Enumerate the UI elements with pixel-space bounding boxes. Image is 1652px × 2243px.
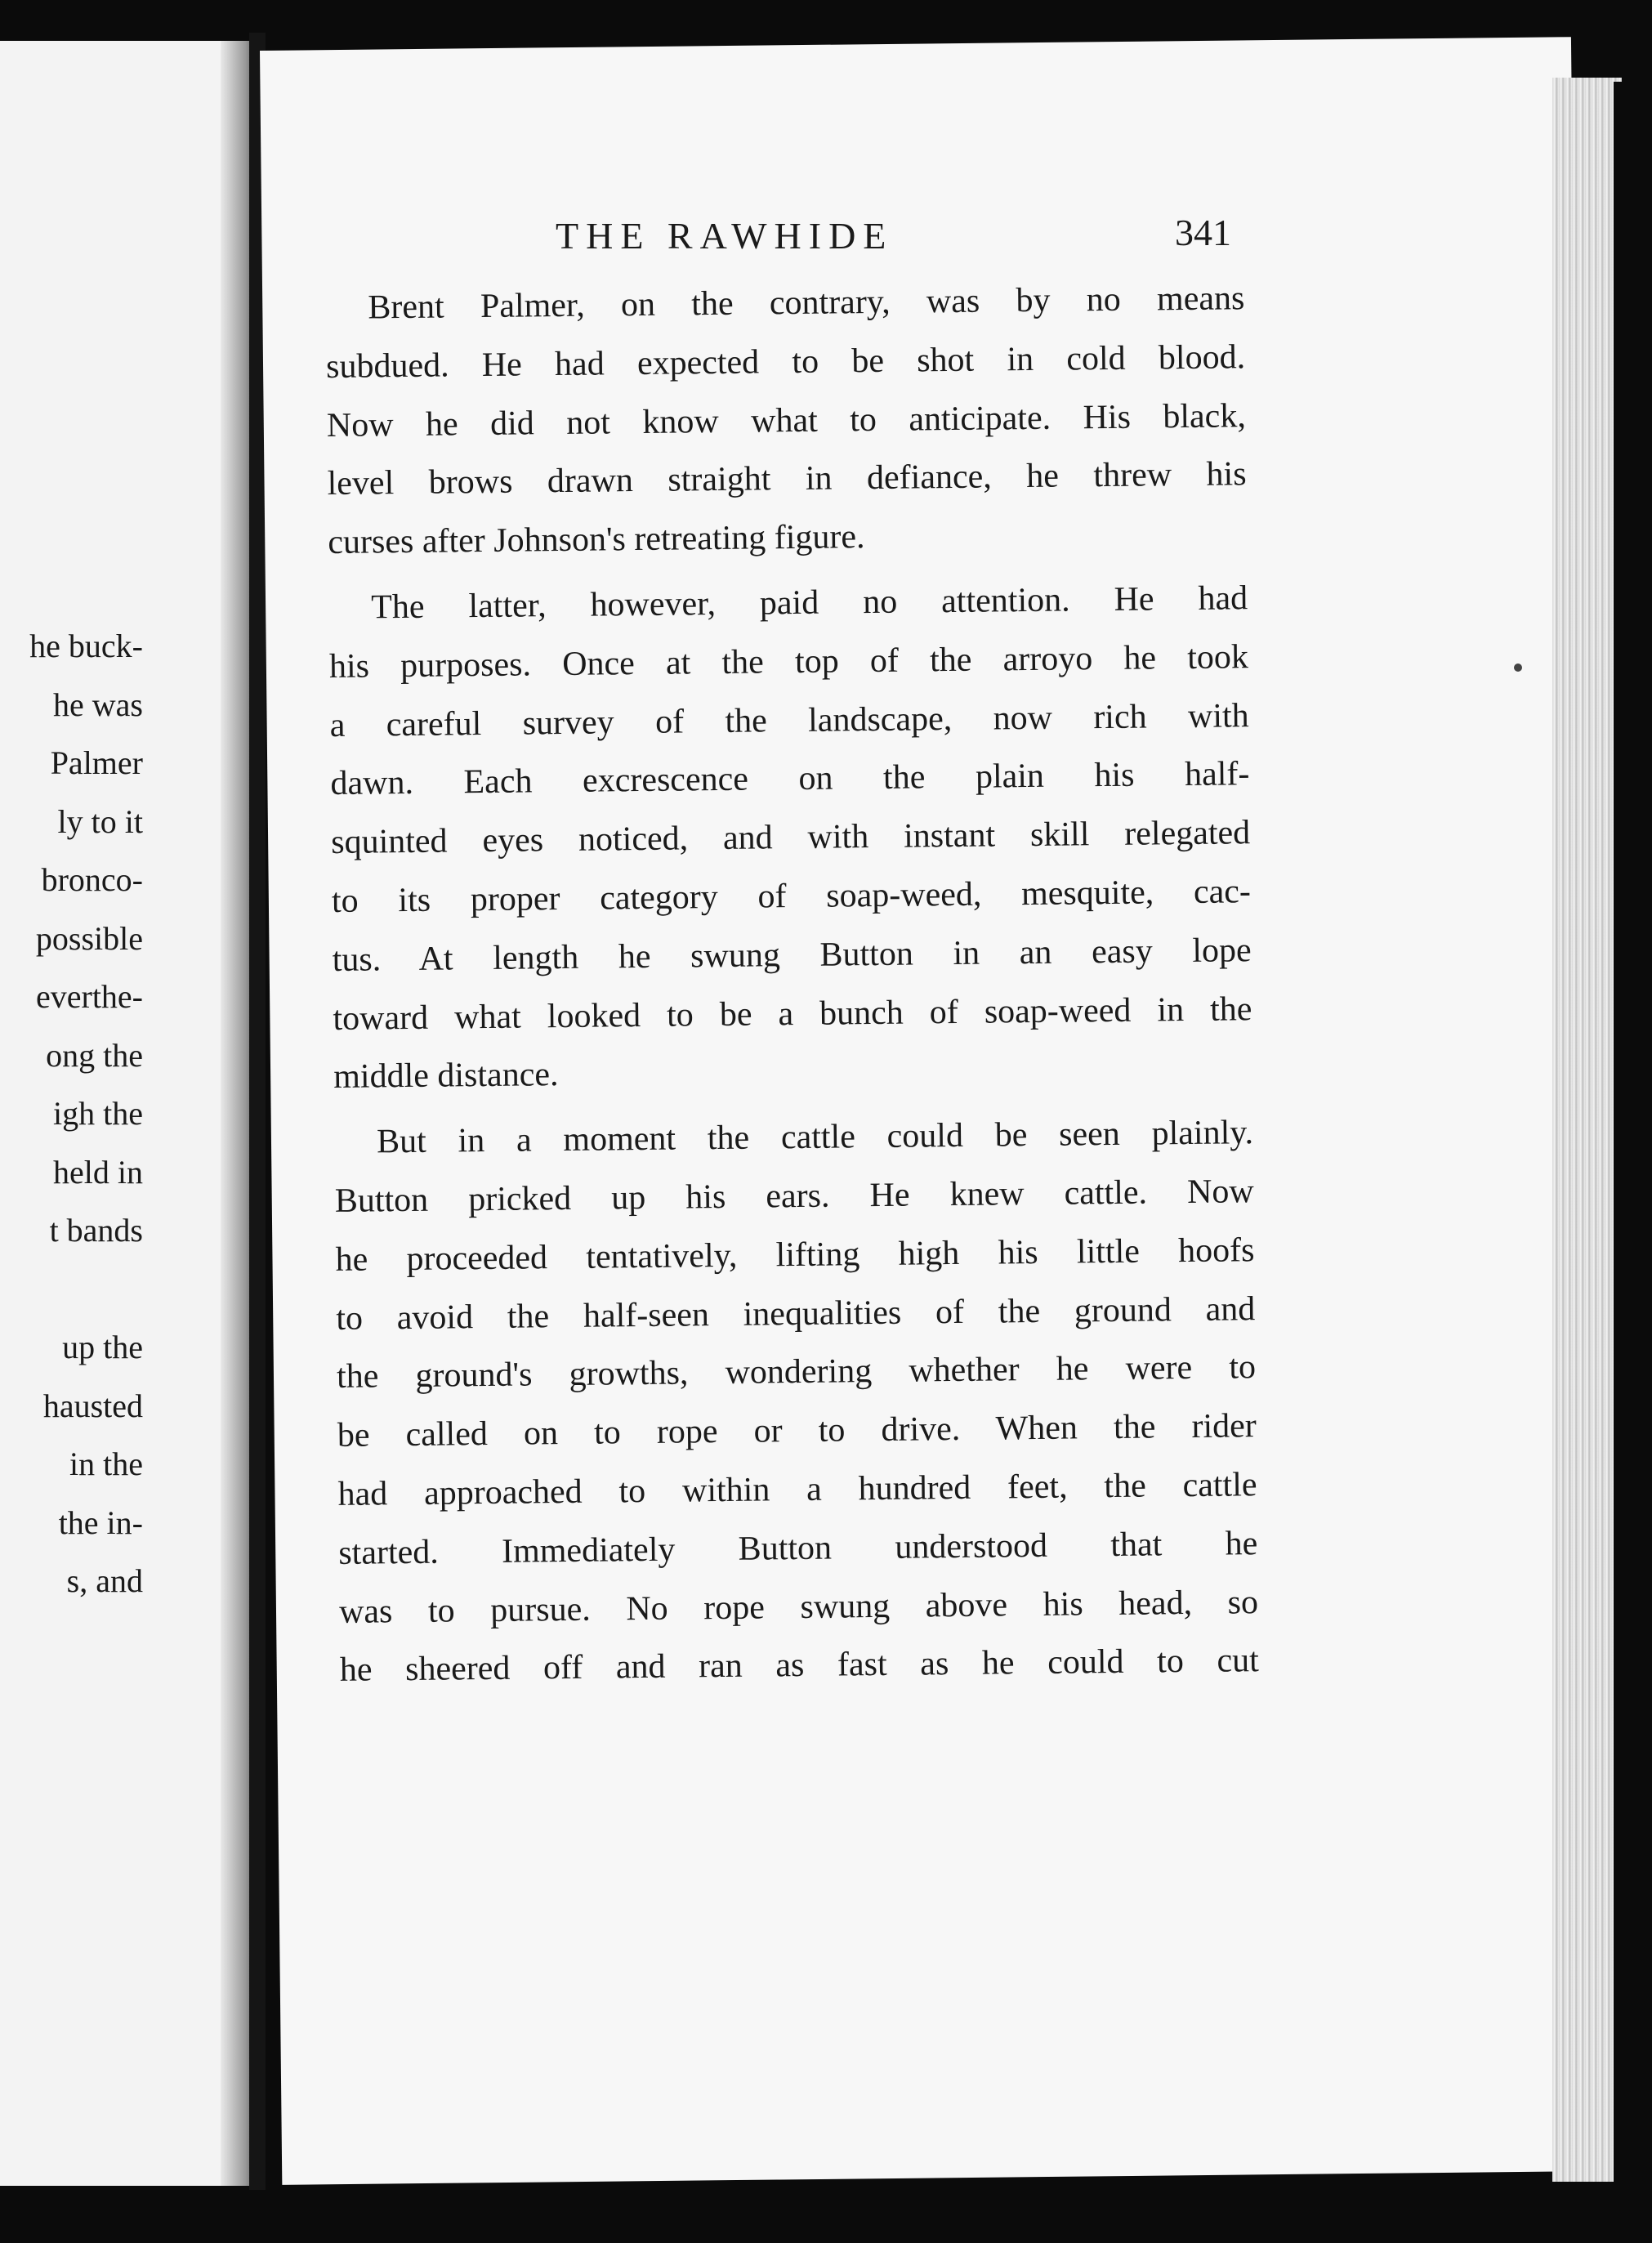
left-page-line: ong the <box>46 1036 143 1074</box>
left-page-line: hausted <box>42 1387 143 1424</box>
left-page-blank-line <box>0 1260 143 1319</box>
left-page-text <box>0 617 143 1611</box>
left-page-line: bronco- <box>41 861 143 898</box>
left-page-line: everthe- <box>35 978 143 1015</box>
text-line: curses after Johnson's retreating figure. <box>328 518 865 562</box>
left-page-line: up the <box>62 1329 143 1365</box>
text-line: was to pursue. No rope swung above his head, so <box>338 1583 1259 1631</box>
text-line: middle distance. <box>333 1056 559 1097</box>
text-line: his purposes. Once at the top of the arroyo he took <box>328 637 1249 686</box>
text-line: be called on to rope or to drive. When the rider <box>337 1407 1257 1455</box>
left-page-line: igh the <box>53 1095 143 1132</box>
left-page-line: held in <box>53 1153 143 1191</box>
text-line: toward what looked to be a bunch of soap-weed in the <box>333 990 1252 1038</box>
text-line: Button pricked up his ears. He knew cattle. Now <box>334 1173 1254 1220</box>
text-line: he sheered off and ran as fast as he could to cut <box>339 1642 1260 1690</box>
scan-bottom-border <box>0 2190 1652 2243</box>
left-page-line: he buck- <box>29 628 143 664</box>
left-page-line: ly to it <box>57 802 143 840</box>
text-line: Brent Palmer, on the contrary, was by no means <box>368 279 1245 327</box>
text-line: he proceeded tentatively, lifting high his little hoofs <box>335 1231 1255 1279</box>
text-line: But in a moment the cattle could be seen plainly. <box>376 1114 1254 1161</box>
scan-speck <box>1514 664 1522 672</box>
text-line: dawn. Each excrescence on the plain his half- <box>330 755 1250 803</box>
text-line: level brows drawn straight in defiance, he threw his <box>327 455 1247 503</box>
body-text <box>325 270 1259 1700</box>
text-line: tus. At length he swung Button in an easy lope <box>332 931 1252 979</box>
text-line: The latter, however, paid no attention. He had <box>370 579 1248 627</box>
page-stack-edges <box>1552 78 1622 2182</box>
left-page-line: he was <box>53 686 143 723</box>
text-line: a careful survey of the landscape, now rich with <box>329 696 1249 744</box>
left-page-line: possible <box>35 919 143 957</box>
text-line: the ground's growths, wondering whether he were to <box>336 1348 1257 1396</box>
text-line: subdued. He had expected to be shot in cold blood. <box>325 338 1246 386</box>
left-page-line: the in- <box>58 1504 143 1541</box>
text-line: squinted eyes noticed, and with instant skill relegated <box>330 814 1251 862</box>
text-line: to avoid the half-seen inequalities of the ground and <box>336 1289 1256 1338</box>
text-line: had approached to within a hundred feet, the cattle <box>337 1466 1257 1513</box>
text-line: Now he did not know what to anticipate. His black, <box>326 396 1247 445</box>
left-page-line: t bands <box>49 1212 143 1249</box>
running-head: THE RAWHIDE <box>556 215 894 257</box>
text-line: started. Immediately Button understood that he <box>338 1524 1258 1572</box>
left-page-line: Palmer <box>50 744 143 781</box>
page-number: 341 <box>1175 212 1231 253</box>
left-page-line: s, and <box>66 1562 143 1599</box>
text-line: to its proper category of soap-weed, mesquite, cac- <box>331 873 1252 920</box>
scan-right-border <box>1614 82 1652 2206</box>
left-page-line: in the <box>69 1445 143 1482</box>
